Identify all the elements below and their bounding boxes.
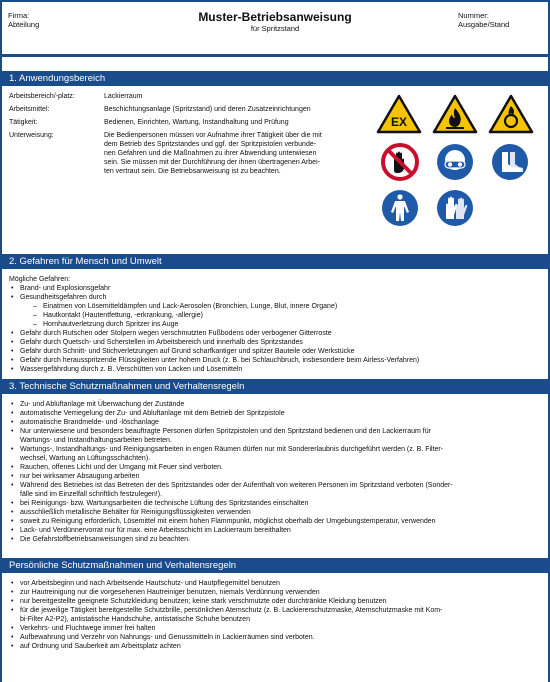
list-item: • Brand- und Explosionsgefahr [9,284,548,293]
section-heading-personal-measures: Persönliche Schutzmaßnahmen und Verhaltensregeln [2,558,548,573]
document-title: Muster-Betriebsanweisung [198,10,352,24]
sub-list [20,302,548,329]
document-header [2,0,548,57]
personal-measures-list [9,579,548,651]
spacer [2,57,548,71]
technical-measures-list [9,400,548,544]
safety-boots-mandatory-icon [490,142,530,182]
section-heading-scope: 1. Anwendungsbereich [2,71,548,86]
list-item: • nur bereitgestellte geeignete Schutzkleidung benutzen; keine stark verschmutzte oder durchtränkte Kleidung benutzen [9,597,548,606]
header-right [458,11,509,29]
scope-value [104,131,374,176]
list-item [9,481,548,499]
scope-value: Bedienen, Einrichten, Wartung, Instandhaltung und Prüfung [104,119,289,126]
section-personal-measures [2,573,548,668]
scope-key: Arbeitsmittel: [9,106,50,113]
sub-list-item: – Hornhautverletzung durch Spritzer ins Auge [20,320,548,329]
list-item-line: fälle sind im Einzelfall schriftlich festzulegen!). [20,491,163,498]
list-item: • automatische Brandmelde- und -löschanlage [9,418,548,427]
oxidizing-warning-icon [488,94,534,134]
list-item: • Gefahr durch herausspritzende Flüssigkeiten unter hohem Druck (z. B. bei Schlauchbruch, insbesondere beim Airless-Verfahren) [9,356,548,365]
list-item: • Zu- und Abluftanlage mit Überwachung der Zustände [9,400,548,409]
department-label: Abteilung [8,20,40,29]
scope-value-line: sein. Sie müssen mit der Durchführung der ihnen übertragenen Arbei- [104,159,320,166]
section-scope [2,86,548,254]
list-item-text: Gesundheitsgefahren durch [20,294,107,301]
list-item [9,445,548,463]
scope-value-line: nen Gefahren und die Maßnahmen zu ihrer Abwendung unterwiesen [104,150,317,157]
list-item: • Die Gefahrstoffbetriebsanweisungen sind zu beachten. [9,535,548,544]
explosive-atmosphere-warning-icon [376,94,422,134]
list-item [9,293,548,329]
list-item-line: • Während des Betriebes ist das Betreten der des Spritzstandes oder der Aufenthalt von weiteren Personen im Spritzstand verboten (Sonder- [20,482,453,489]
list-item: • Rauchen, offenes Licht und der Umgang mit Feuer sind verboten. [9,463,548,472]
list-item: • auf Ordnung und Sauberkeit am Arbeitsplatz achten [9,642,548,651]
scope-value-line: Die Bedienpersonen müssen vor Aufnahme ihrer Tätigkeit über die mit [104,132,322,139]
scope-key: Tätigkeit: [9,119,38,126]
list-item-line: bi-Filter A2-P2), antistatische Handschuhe, antistatische Schuhe benutzen [20,616,250,623]
list-item: • Verkehrs- und Fluchtwege immer frei halten [9,624,548,633]
scope-value-line: ten vertraut sein. Die Betriebsanweisung ist zu beachten. [104,168,281,175]
scope-value: Lackierraum [104,93,143,100]
list-item: • zur Hautreinigung nur die vorgesehenen Hautreiniger benutzen, niemals Verdünnung verwenden [9,588,548,597]
number-label: Nummer: [458,11,489,20]
list-item-line: • für die jeweilige Tätigkeit bereitgestellte Schutzbrille, persönlichen Atemschutz (z. B. Lackiererschutzmaske, Atemschutzmaske mit Kom- [20,607,443,614]
list-item: • bei Reinigungs- bzw. Wartungsarbeiten die technische Lüftung des Spritzstandes einschalten [9,499,548,508]
no-access-prohibition-icon [380,142,420,182]
list-item-line: • Wartungs-, Instandhaltungs- und Reinigungsarbeiten in engen Räumen dürfen nur mit Sondererlaubnis durchgeführt werden (z. B. Filter- [20,446,444,453]
list-item: • automatische Verriegelung der Zu- und Abluftanlage mit dem Betrieb der Spritzpistole [9,409,548,418]
section-technical-measures [2,394,548,558]
sub-list-item: – Hautkontakt (Hautentfettung, -erkrankung, -allergie) [20,311,548,320]
section-heading-hazards: 2. Gefahren für Mensch und Umwelt [2,254,548,269]
section-hazards [2,269,548,379]
list-item [9,606,548,624]
list-item: • Gefahr durch Quetsch- und Scherstellen im Arbeitsbereich und innerhalb des Spritzstandes [9,338,548,347]
list-item: • ausschließlich metallische Behälter für Reinigungsflüssigkeiten verwenden [9,508,548,517]
list-item [9,427,548,445]
company-label: Firma: [8,11,30,20]
list-item: • soweit zu Reinigung erforderlich, Lösemittel mit einem hohen Flammpunkt, möglichst oberhalb der Umgebungstemperatur, verwenden [9,517,548,526]
scope-value: Beschichtungsanlage (Spritzstand) und deren Zusatzeinrichtungen [104,106,311,113]
list-item: • nur bei wirksamer Absaugung arbeiten [9,472,548,481]
scope-value-line: dem Betrieb des Spritzstandes und ggf. der Spritzpistolen verbunde- [104,141,317,148]
hazards-intro: Mögliche Gefahren: [9,276,71,283]
list-item: • vor Arbeitsbeginn und nach Arbeitsende Hautschutz- und Hautpflegemittel benutzen [9,579,548,588]
list-item-line: Wartungs- und Instandhaltungsarbeiten betreten. [20,437,172,444]
list-item: • Gefahr durch Rutschen oder Stolpern wegen verschmutzten Fußbodens oder verbogener Gitterroste [9,329,548,338]
list-item-line: wechsel, Wartung an Lüftungsschächten). [20,455,151,462]
hazards-list [9,284,548,374]
ex-label: EX [390,115,408,129]
document-subtitle: für Spritzstand [250,24,300,33]
protective-suit-mandatory-icon [380,188,420,228]
list-item: • Aufbewahrung und Verzehr von Nahrungs- und Genussmitteln in Lackierräumen sind verboten. [9,633,548,642]
flammable-warning-icon [432,94,478,134]
section-heading-technical-measures: 3. Technische Schutzmaßnahmen und Verhaltensregeln [2,379,548,394]
sub-list-item: – Einatmen von Lösemitteldämpfen und Lack-Aerosolen (Bronchien, Lunge, Blut, innere Organe) [20,302,548,311]
list-item: • Wassergefährdung durch z. B. Verschütten von Lacken und Lösemitteln [9,365,548,374]
edition-label: Ausgabe/Stand [458,20,510,29]
scope-key: Unterweisung: [9,132,54,139]
list-item-line: • Nur unterwiesene und besonders beauftragte Personen dürfen Spritzpistolen und den Spritzstand bedienen und den Lackierraum für [20,428,431,435]
list-item: • Gefahr durch Schnitt- und Stichverletzungen auf Grund scharfkantiger und spitzer Bauteile oder Werkstücke [9,347,548,356]
goggles-mandatory-icon [435,142,475,182]
list-item: • Lack- und Verdünnervorrat nur für max. eine Arbeitsschicht im Lackierraum bereithalten [9,526,548,535]
gloves-mandatory-icon [435,188,475,228]
scope-key: Arbeitsbereich/-platz: [9,93,75,100]
